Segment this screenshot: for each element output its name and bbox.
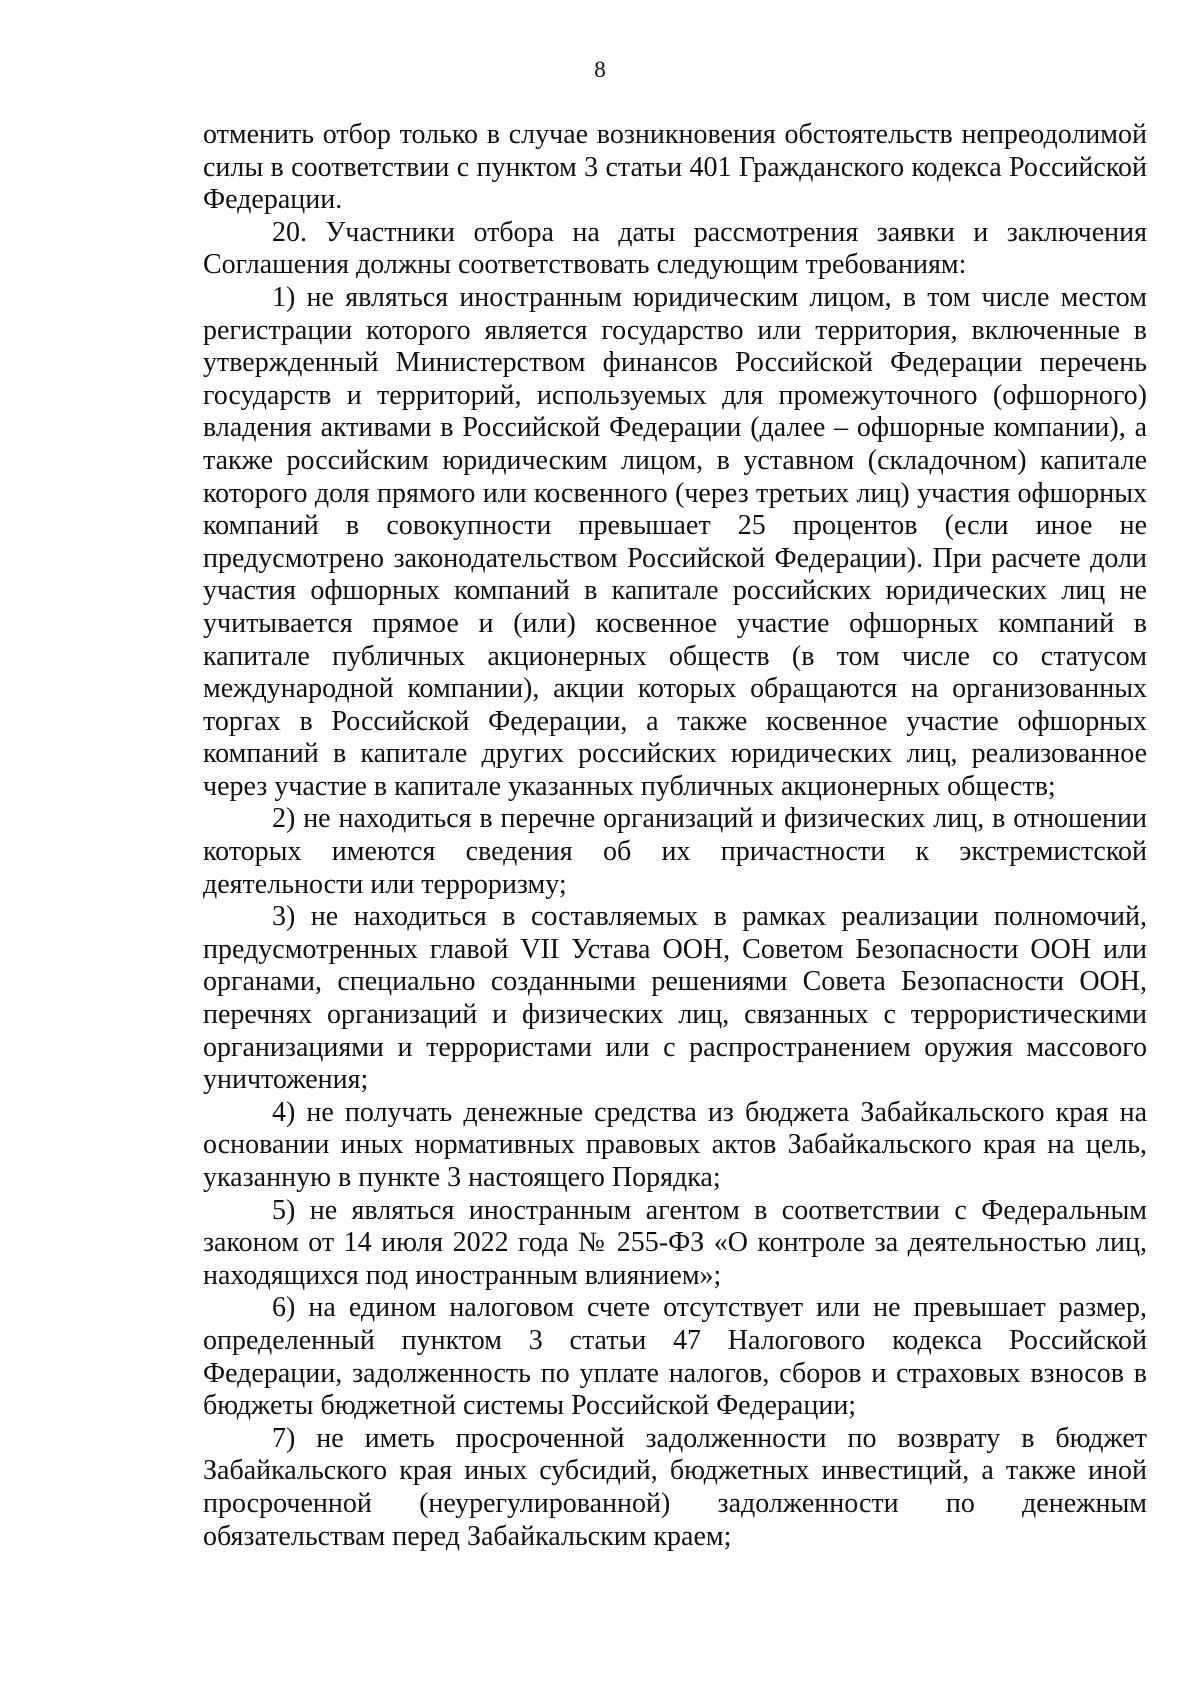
paragraph-subitem-2: 2) не находиться в перечне организаций и физических лиц, в отношении которых имеются сведения об их причастности к экстремистской деятельности или терроризму; bbox=[203, 803, 1147, 900]
paragraph-subitem-4: 4) не получать денежные средства из бюджета Забайкальского края на основании иных нормативных правовых актов Забайкальского края на цель, указанную в пункте 3 настоящего Порядка; bbox=[203, 1096, 1147, 1193]
paragraph-subitem-1: 1) не являться иностранным юридическим лицом, в том числе местом регистрации которого является государство или территория, включенные в утвержденный Министерством финансов Российской Федерации перечень государств и территорий, используемых для промежуточного (офшорного) владения активами в Российской Федерации (далее – офшорные компании), а также российским юридическим лицом, в уставном (складочном) капитале которого доля прямого или косвенного (через третьих лиц) участия офшорных компаний в совокупности превышает 25 процентов (если иное не предусмотрено законодательством Российской Федерации). При расчете доли участия офшорных компаний в капитале российских юридических лиц не учитывается прямое и (или) косвенное участие офшорных компаний в капитале публичных акционерных обществ (в том числе со статусом международной компании), акции которых обращаются на организованных торгах в Российской Федерации, а также косвенное участие офшорных компаний в капитале других российских юридических лиц, реализованное через участие в капитале указанных публичных акционерных обществ; bbox=[203, 281, 1147, 802]
paragraph-continuation: отменить отбор только в случае возникновения обстоятельств непреодолимой силы в соответствии с пунктом 3 статьи 401 Гражданского кодекса Российской Федерации. bbox=[203, 119, 1147, 216]
paragraph-subitem-5: 5) не являться иностранным агентом в соответствии с Федеральным законом от 14 июля 2022 года № 255-ФЗ «О контроле за деятельностью лиц, находящихся под иностранным влиянием»; bbox=[203, 1194, 1147, 1291]
paragraph-subitem-3: 3) не находиться в составляемых в рамках реализации полномочий, предусмотренных главой VII Устава ООН, Советом Безопасности ООН или органами, специально созданными решениями Совета Безопасности ООН, перечнях организаций и физических лиц, связанных с террористическими организациями и террористами или с распространением оружия массового уничтожения; bbox=[203, 901, 1147, 1096]
paragraph-item-20: 20. Участники отбора на даты рассмотрения заявки и заключения Соглашения должны соответствовать следующим требованиям: bbox=[203, 216, 1147, 281]
document-body bbox=[203, 119, 1147, 1553]
paragraph-subitem-7: 7) не иметь просроченной задолженности по возврату в бюджет Забайкальского края иных субсидий, бюджетных инвестиций, а также иной просроченной (неурегулированной) задолженности по денежным обязательствам перед Забайкальским краем; bbox=[203, 1422, 1147, 1552]
paragraph-subitem-6: 6) на едином налоговом счете отсутствует или не превышает размер, определенный пунктом 3 статьи 47 Налогового кодекса Российской Федерации, задолженность по уплате налогов, сборов и страховых взносов в бюджеты бюджетной системы Российской Федерации; bbox=[203, 1292, 1147, 1422]
page-number: 8 bbox=[594, 57, 606, 82]
